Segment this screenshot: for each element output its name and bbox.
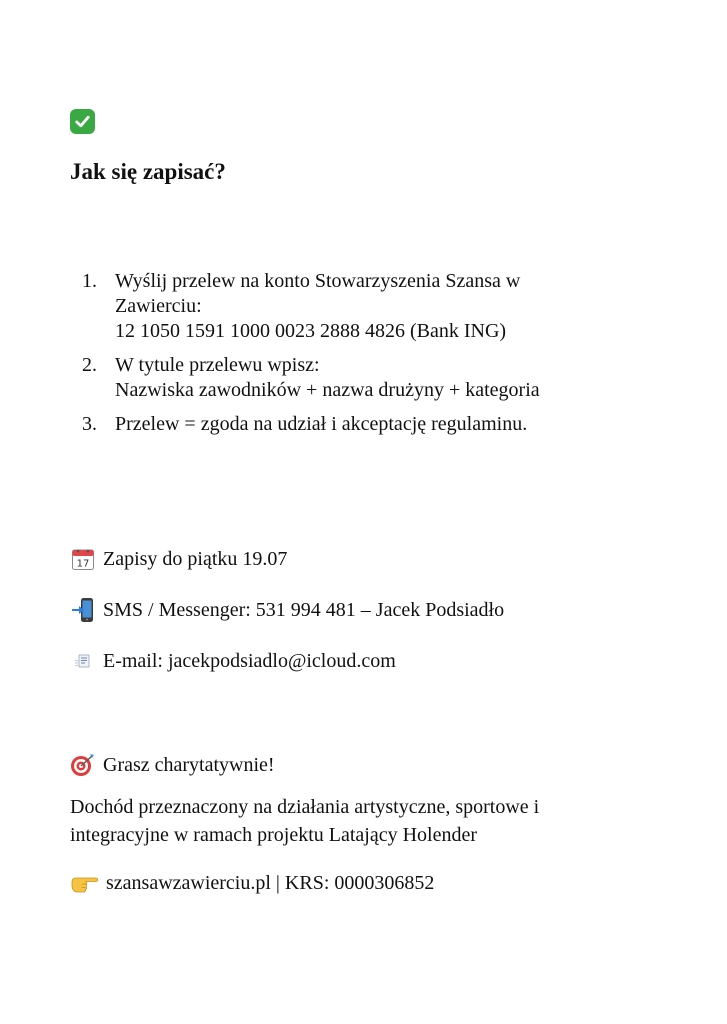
email-text: E-mail: jacekpodsiadlo@icloud.com <box>103 649 396 672</box>
steps-list <box>82 269 642 446</box>
sms-text: SMS / Messenger: 531 994 481 – Jacek Podsiadło <box>103 598 505 621</box>
step-item <box>82 353 642 403</box>
charity-line: Dochód przeznaczony na działania artystyczne, sportowe i <box>70 796 540 818</box>
mobile-phone-arrow-icon <box>70 597 96 623</box>
step-item <box>82 412 642 437</box>
step-line: Wyślij przelew na konto Stowarzyszenia Szansa w <box>115 270 521 292</box>
charity-description <box>70 793 670 849</box>
step-number: 2. <box>82 354 97 376</box>
step-line: Przelew = zgoda na udział i akceptację regulaminu. <box>115 413 528 435</box>
step-line: Nazwiska zawodników + nazwa drużyny + kategoria <box>115 379 540 401</box>
step-number: 1. <box>82 270 97 292</box>
incoming-envelope-icon <box>70 648 96 674</box>
step-item <box>82 269 642 344</box>
step-line: Zawierciu: <box>115 295 202 317</box>
email-line <box>70 648 396 674</box>
pointing-hand-icon <box>70 870 100 896</box>
sms-line <box>70 597 504 623</box>
page-title: Jak się zapisać? <box>70 159 226 184</box>
check-mark-button-icon <box>70 109 95 134</box>
step-text <box>115 353 540 403</box>
deadline-line <box>70 546 287 572</box>
website-line <box>70 870 434 896</box>
charity-heading: Grasz charytatywnie! <box>103 753 275 776</box>
charity-heading-line <box>70 752 275 778</box>
deadline-text: Zapisy do piątku 19.07 <box>103 547 288 570</box>
step-line: W tytule przelewu wpisz: <box>115 354 320 376</box>
step-text <box>115 269 520 344</box>
bank-account-number: 12 1050 1591 1000 0023 2888 4826 (Bank ING) <box>115 320 507 342</box>
step-text <box>115 412 527 437</box>
direct-hit-icon <box>70 752 96 778</box>
charity-line: integracyjne w ramach projektu Latający Holender <box>70 824 478 846</box>
calendar-day: 17 <box>76 558 90 570</box>
website-text: szansawzawierciu.pl | KRS: 0000306852 <box>106 871 435 894</box>
step-number: 3. <box>82 413 97 435</box>
calendar-icon <box>70 546 96 572</box>
